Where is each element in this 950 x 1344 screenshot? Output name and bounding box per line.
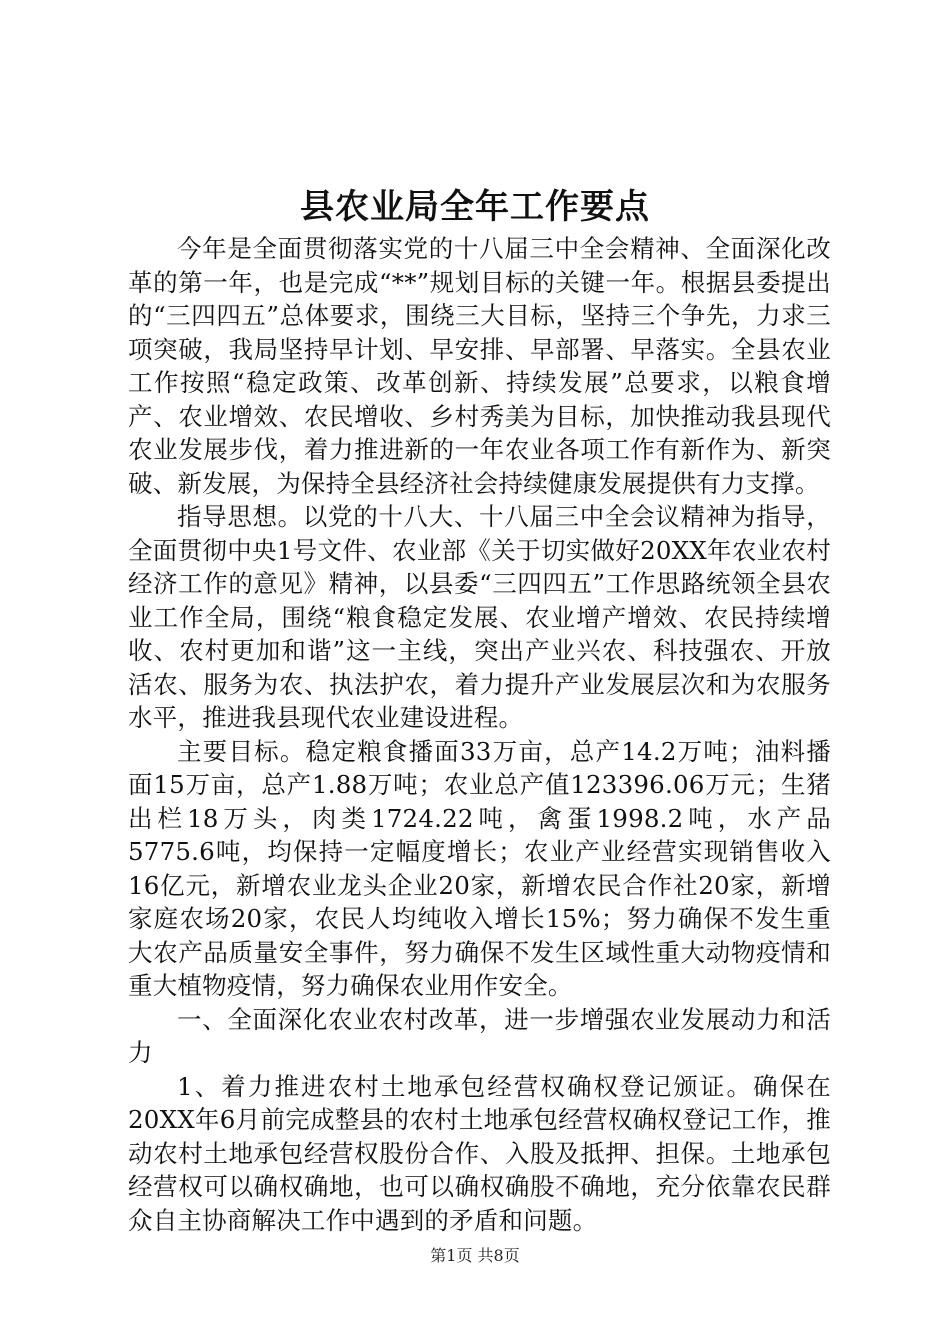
paragraph-land-rights: 1、着力推进农村土地承包经营权确权登记颁证。确保在20XX年6月前完成整县的农村土地承包经营权确权登记工作，推动农村土地承包经营权股份合作、入股及抵押、担保。土地承包经营权可以确权确地，也可以确权确股不确地，充分依靠农民群众自主协商解决工作中遇到的矛盾和问题。: [128, 1071, 831, 1235]
paragraph-main-goals: 主要目标。稳定粮食播面33万亩，总产14.2万吨；油料播面15万亩，总产1.88万吨；农业总产值123396.06万元；生猪出栏18万头，肉类1724.22吨，禽蛋1998.2吨，水产品5775.6吨，均保持一定幅度增长；农业产业经营实现销售收入16亿元，新增农业龙头企业20家，新增农民合作社20家，新增家庭农场20家，农民人均纯收入增长15%；努力确保不发生重大农产品质量安全事件，努力确保不发生区域性重大动物疫情和重大植物疫情，努力确保农业用作安全。: [128, 736, 831, 1000]
paragraph-guiding-thought: 指导思想。以党的十八大、十八届三中全会议精神为指导，全面贯彻中央1号文件、农业部《关于切实做好20XX年农业农村经济工作的意见》精神，以县委“三四四五”工作思路统领全县农业工作全局，围绕“粮食稳定发展、农业增产增效、农民持续增收、农村更加和谐”这一主线，突出产业兴农、科技强农、开放活农、服务为农、执法护农，着力提升产业发展层次和为农服务水平，推进我县现代农业建设进程。: [128, 502, 831, 732]
document-title: 县农业局全年工作要点: [300, 187, 650, 227]
page-footer: 第1页 共8页: [430, 1246, 520, 1265]
section-heading-reform: 一、全面深化农业农村改革，进一步增强农业发展动力和活力: [128, 1004, 831, 1067]
document-body: [128, 232, 831, 1237]
paragraph-intro: 今年是全面贯彻落实党的十八届三中全会精神、全面深化改革的第一年，也是完成“**”规划目标的关键一年。根据县委提出的“三四四五”总体要求，围绕三大目标，坚持三个争先，力求三项突破，我局坚持早计划、早安排、早部署、早落实。全县农业工作按照“稳定政策、改革创新、持续发展”总要求，以粮食增产、农业增效、农民增收、乡村秀美为目标，加快推动我县现代农业发展步伐，着力推进新的一年农业各项工作有新作为、新突破、新发展，为保持全县经济社会持续健康发展提供有力支撑。: [128, 234, 831, 498]
